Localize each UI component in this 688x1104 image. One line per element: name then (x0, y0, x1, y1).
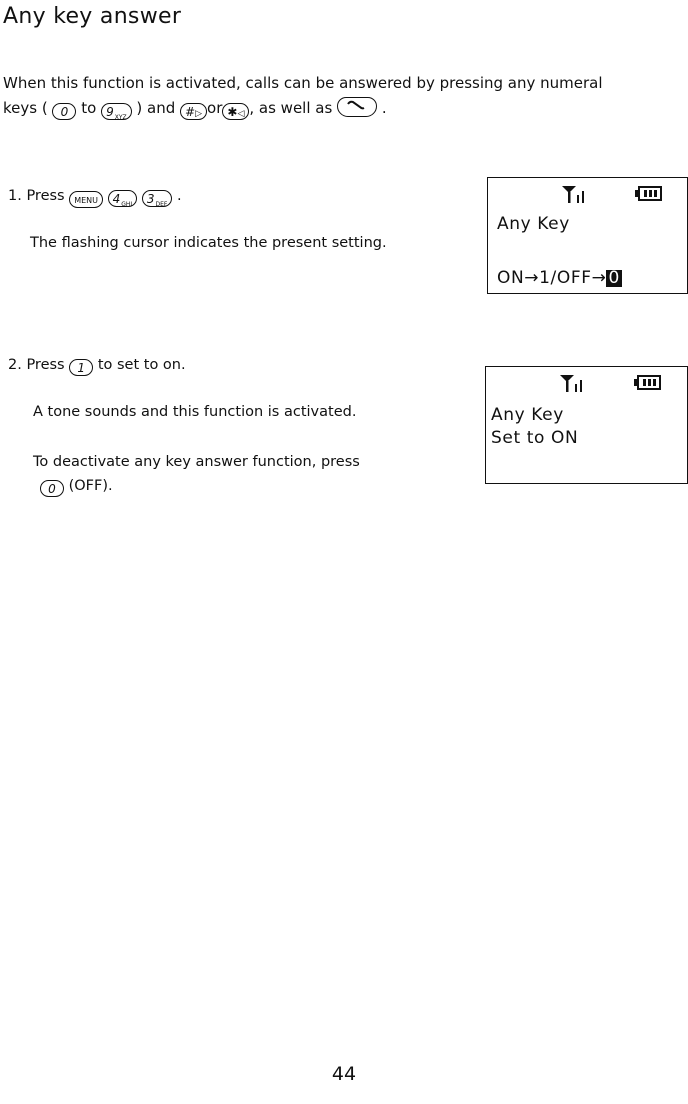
step-2-note-2-cont: 0 (OFF). (40, 478, 113, 497)
key-hash-icon: #▷ (180, 103, 207, 120)
page-number: 44 (331, 1063, 357, 1085)
key-star-icon: ✱◁ (222, 103, 249, 120)
signal-icon (558, 373, 590, 393)
display-1-line-3: ON→1/OFF→ 0 (497, 268, 620, 288)
display-2-line-1: Any Key (491, 405, 564, 425)
cursor-indicator: 0 (608, 268, 620, 288)
display-2-line-2: Set to ON (491, 428, 579, 448)
intro-line-2: keys ( 0 to $9_{XYZ}$ ) and #▷ or ✱◁ , as well as . (3, 99, 387, 122)
key-0-icon: 0 (52, 103, 76, 120)
signal-icon (560, 184, 592, 204)
battery-icon (634, 375, 662, 391)
step-1-note: The flashing cursor indicates the present setting. (30, 235, 387, 251)
key-0-icon: 0 (40, 480, 64, 497)
key-4-icon: $4_{GHI}$ (108, 190, 138, 207)
page-title: Any key answer (3, 4, 182, 29)
display-2 (485, 366, 688, 484)
step-1: 1. Press MENU $4_{GHI}$ $3_{DEF}$ . (8, 188, 182, 209)
step-2-note-1: A tone sounds and this function is activated. (33, 404, 357, 420)
talk-key-icon (337, 97, 377, 117)
display-1-line-1: Any Key (497, 214, 570, 234)
step-2-note-2: To deactivate any key answer function, press (33, 454, 360, 470)
display-1 (487, 177, 688, 294)
key-9-icon: $9_{XYZ}$ (101, 103, 132, 120)
step-2: 2. Press 1 to set to on. (8, 357, 186, 375)
intro-paragraph (3, 71, 663, 121)
battery-icon (635, 186, 663, 202)
intro-line-1: When this function is activated, calls can be answered by pressing any numeral (3, 74, 603, 92)
key-1-icon: 1 (69, 359, 93, 376)
key-3-icon: $3_{DEF}$ (142, 190, 173, 207)
key-menu-icon: MENU (69, 191, 103, 208)
